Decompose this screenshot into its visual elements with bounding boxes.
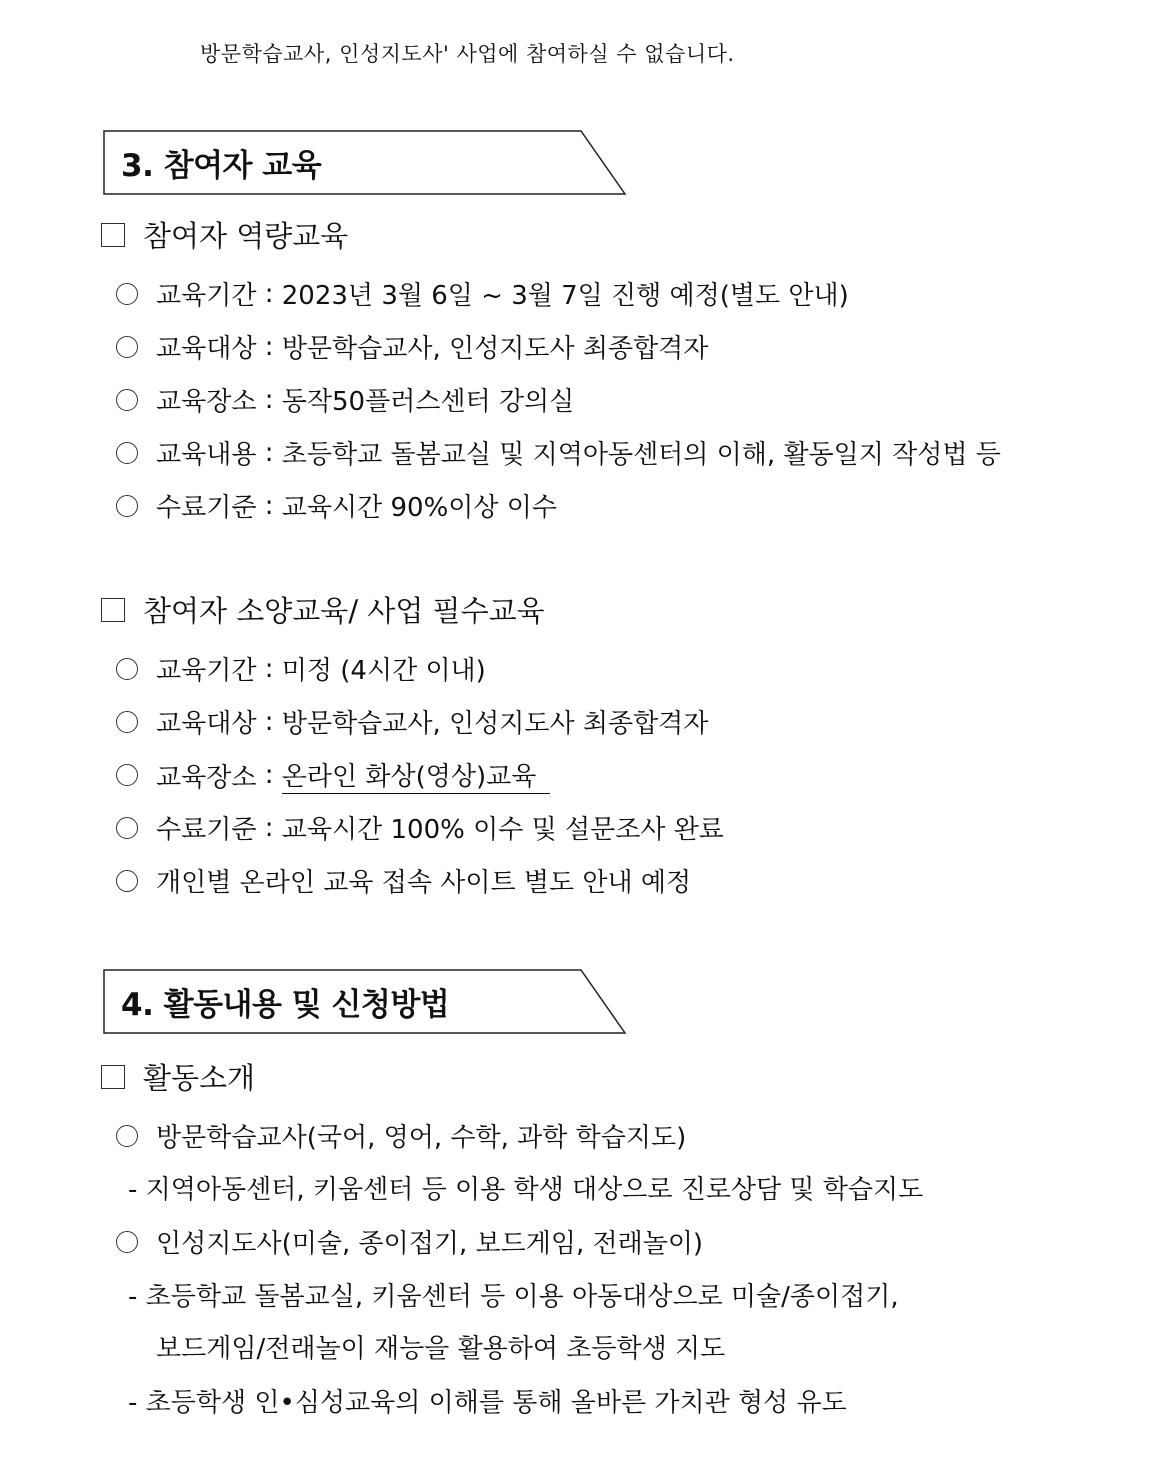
item-label: 교육기간 xyxy=(156,656,257,686)
section-title: 4. 활동내용 및 신청방법 xyxy=(121,987,450,1023)
item-value: 2023년 3월 6일 ~ 3월 7일 진행 예정(별도 안내) xyxy=(281,281,849,311)
list-item xyxy=(116,1117,686,1154)
subheading-label: 참여자 소양교육/ 사업 필수교육 xyxy=(143,594,545,628)
subheading-required-education xyxy=(101,589,545,630)
item-label: 교육장소 xyxy=(156,762,257,793)
circle-bullet-icon xyxy=(116,817,138,839)
list-item xyxy=(116,487,557,524)
item-label: 교육대상 xyxy=(156,709,257,739)
circle-bullet-icon xyxy=(116,283,138,305)
item-value: 방문학습교사, 인성지도사 최종합격자 xyxy=(281,709,709,739)
circle-bullet-icon xyxy=(116,442,138,464)
item-value: 초등학교 돌봄교실 및 지역아동센터의 이해, 활동일지 작성법 등 xyxy=(281,440,1001,470)
separator: : xyxy=(256,653,282,684)
subheading-label: 활동소개 xyxy=(143,1061,256,1095)
note-text: 개인별 온라인 교육 접속 사이트 별도 안내 예정 xyxy=(156,868,692,898)
item-value: 미정 (4시간 이내) xyxy=(281,656,486,686)
separator: : xyxy=(256,706,282,737)
subheading-activity-intro xyxy=(101,1056,255,1097)
role-description: - 초등학생 인•심성교육의 이해를 통해 올바른 가치관 형성 유도 xyxy=(128,1388,847,1418)
item-label: 수료기준 xyxy=(156,815,257,845)
circle-bullet-icon xyxy=(116,1231,138,1253)
list-item xyxy=(116,1223,703,1260)
role-description: - 초등학교 돌봄교실, 키움센터 등 이용 아동대상으로 미술/종이접기, xyxy=(128,1282,899,1312)
list-item xyxy=(116,756,550,794)
circle-bullet-icon xyxy=(116,389,138,411)
subheading-label: 참여자 역량교육 xyxy=(143,219,349,253)
item-value-underlined: 온라인 화상(영상)교육 xyxy=(282,756,551,794)
section-header-4 xyxy=(103,969,625,1033)
role-title: 인성지도사(미술, 종이접기, 보드게임, 전래놀이) xyxy=(156,1229,704,1259)
separator: : xyxy=(256,437,282,468)
subheading-capacity-education xyxy=(101,214,348,255)
item-value: 방문학습교사, 인성지도사 최종합격자 xyxy=(281,334,709,364)
section-title: 3. 참여자 교육 xyxy=(121,148,322,184)
role-description-continued: 보드게임/전래놀이 재능을 활용하여 초등학생 지도 xyxy=(156,1334,726,1364)
role-title: 방문학습교사(국어, 영어, 수학, 과학 학습지도) xyxy=(156,1123,687,1153)
list-item xyxy=(116,703,708,740)
list-item xyxy=(116,434,1001,471)
separator: : xyxy=(256,278,282,309)
circle-bullet-icon xyxy=(116,1125,138,1147)
circle-bullet-icon xyxy=(116,336,138,358)
item-label: 교육기간 xyxy=(156,281,257,311)
intro-text: 방문학습교사, 인성지도사' 사업에 참여하실 수 없습니다. xyxy=(200,42,735,66)
list-item xyxy=(116,809,724,846)
list-item-note xyxy=(116,862,691,899)
circle-bullet-icon xyxy=(116,711,138,733)
item-label: 수료기준 xyxy=(156,493,257,523)
checkbox-square-icon xyxy=(101,223,125,247)
role-description: - 지역아동센터, 키움센터 등 이용 학생 대상으로 진로상담 및 학습지도 xyxy=(128,1175,924,1205)
item-value: 교육시간 100% 이수 및 설문조사 완료 xyxy=(281,815,724,845)
separator: : xyxy=(256,760,282,790)
separator: : xyxy=(256,490,282,521)
item-value: 교육시간 90%이상 이수 xyxy=(281,493,558,523)
list-item xyxy=(116,275,849,312)
list-item xyxy=(116,328,708,365)
list-item xyxy=(116,650,486,687)
item-label: 교육대상 xyxy=(156,334,257,364)
circle-bullet-icon xyxy=(116,870,138,892)
item-value: 동작50플러스센터 강의실 xyxy=(281,387,575,417)
circle-bullet-icon xyxy=(116,764,138,786)
list-item xyxy=(116,381,574,418)
separator: : xyxy=(256,384,282,415)
item-label: 교육장소 xyxy=(156,387,257,417)
checkbox-square-icon xyxy=(101,598,125,622)
circle-bullet-icon xyxy=(116,658,138,680)
section-header-3 xyxy=(103,130,625,194)
checkbox-square-icon xyxy=(101,1065,125,1089)
separator: : xyxy=(256,812,282,843)
item-label: 교육내용 xyxy=(156,440,257,470)
separator: : xyxy=(256,331,282,362)
circle-bullet-icon xyxy=(116,495,138,517)
